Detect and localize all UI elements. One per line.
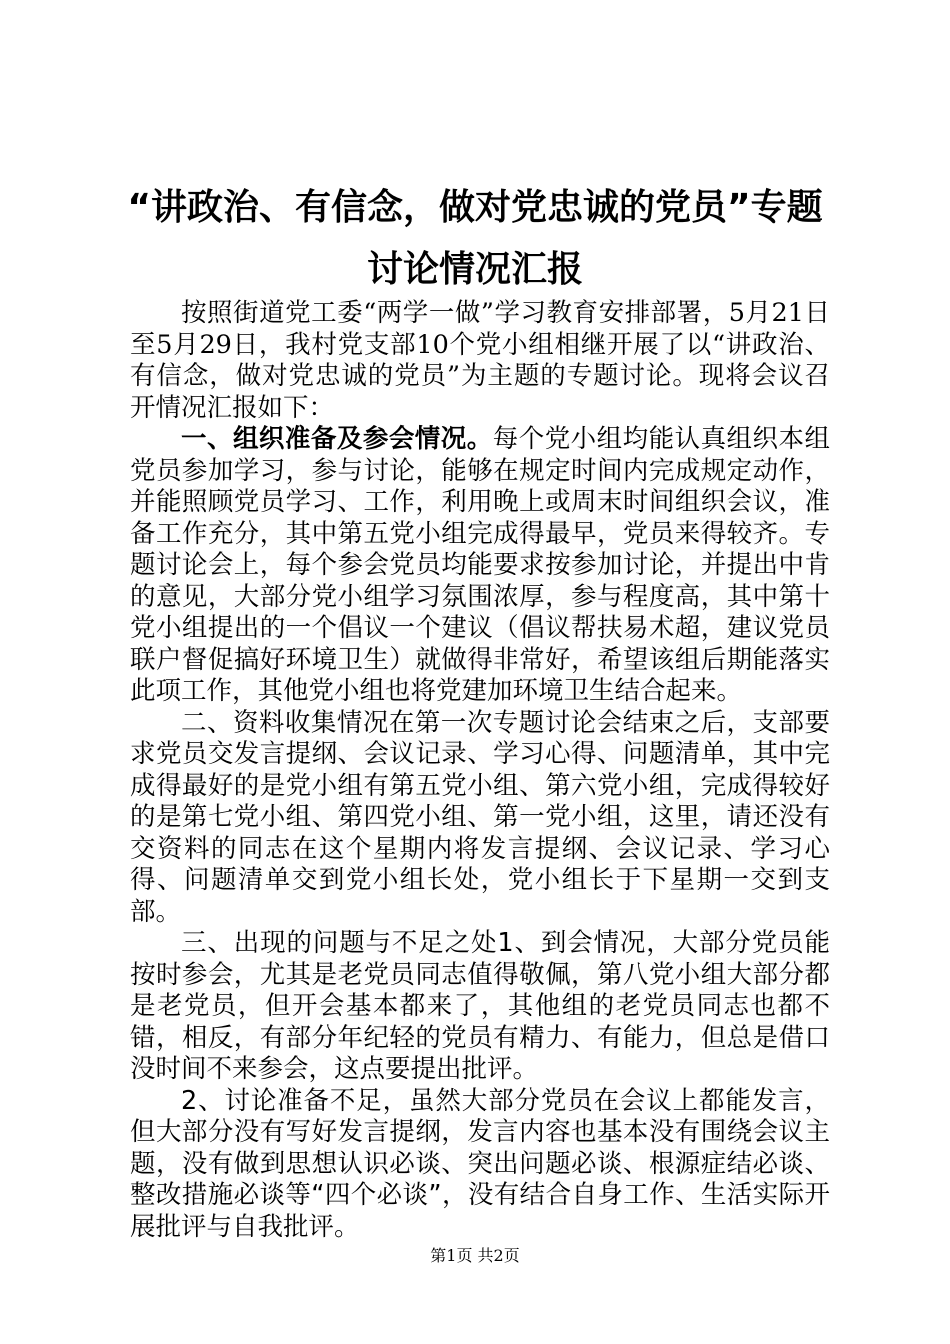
intro-paragraph: 按照街道党工委“两学一做”学习教育安排部署，5月21日至5月29日，我村党支部10个党小组相继开展了以“讲政治、有信念，做对党忠诚的党员”为主题的专题讨论。现将会议召开情况汇报如下： [130, 298, 830, 423]
section1-body: 每个党小组均能认真组织本组党员参加学习，参与讨论，能够在规定时间内完成规定动作，并能照顾党员学习、工作，利用晚上或周末时间组织会议，准备工作充分，其中第五党小组完成得最早，党员来得较齐。专题讨论会上，每个参会党员均能要求按参加讨论，并提出中肯的意见，大部分党小组学习氛围浓厚，参与程度高，其中第十党小组提出的一个倡议一个建议（倡议帮扶易术超，建议党员联户督促搞好环境卫生）就做得非常好，希望该组后期能落实此项工作，其他党小组也将党建加环境卫生结合起来。 [130, 424, 830, 706]
section2-paragraph: 二、资料收集情况在第一次专题讨论会结束之后，支部要求党员交发言提纲、会议记录、学习心得、问题清单，其中完成得最好的是党小组有第五党小组、第六党小组，完成得较好的是第七党小组、第四党小组、第一党小组，这里，请还没有交资料的同志在这个星期内将发言提纲、会议记录、学习心得、问题清单交到党小组长处，党小组长于下星期一交到支部。 [130, 707, 830, 927]
document-title-line2: 讨论情况汇报 [366, 249, 583, 290]
section1-heading: 一、组织准备及参会情况。 [181, 424, 493, 454]
document-body [130, 298, 830, 1243]
document-title-line1: “讲政治、有信念，做对党忠诚的党员”专题 [127, 187, 823, 228]
section1-paragraph [130, 424, 830, 708]
section3-item2-paragraph: 2、讨论准备不足，虽然大部分党员在会议上都能发言，但大部分没有写好发言提纲，发言内容也基本没有围绕会议主题，没有做到思想认识必谈、突出问题必谈、根源症结必谈、整改措施必谈等“四个必谈”，没有结合自身工作、生活实际开展批评与自我批评。 [130, 1085, 830, 1242]
section3-paragraph: 三、出现的问题与不足之处1、到会情况，大部分党员能按时参会，尤其是老党员同志值得敬佩，第八党小组大部分都是老党员，但开会基本都来了，其他组的老党员同志也都不错，相反，有部分年纪轻的党员有精力、有能力，但总是借口没时间不来参会，这点要提出批评。 [130, 928, 830, 1084]
page-number-footer: 第1页 共2页 [430, 1246, 520, 1265]
